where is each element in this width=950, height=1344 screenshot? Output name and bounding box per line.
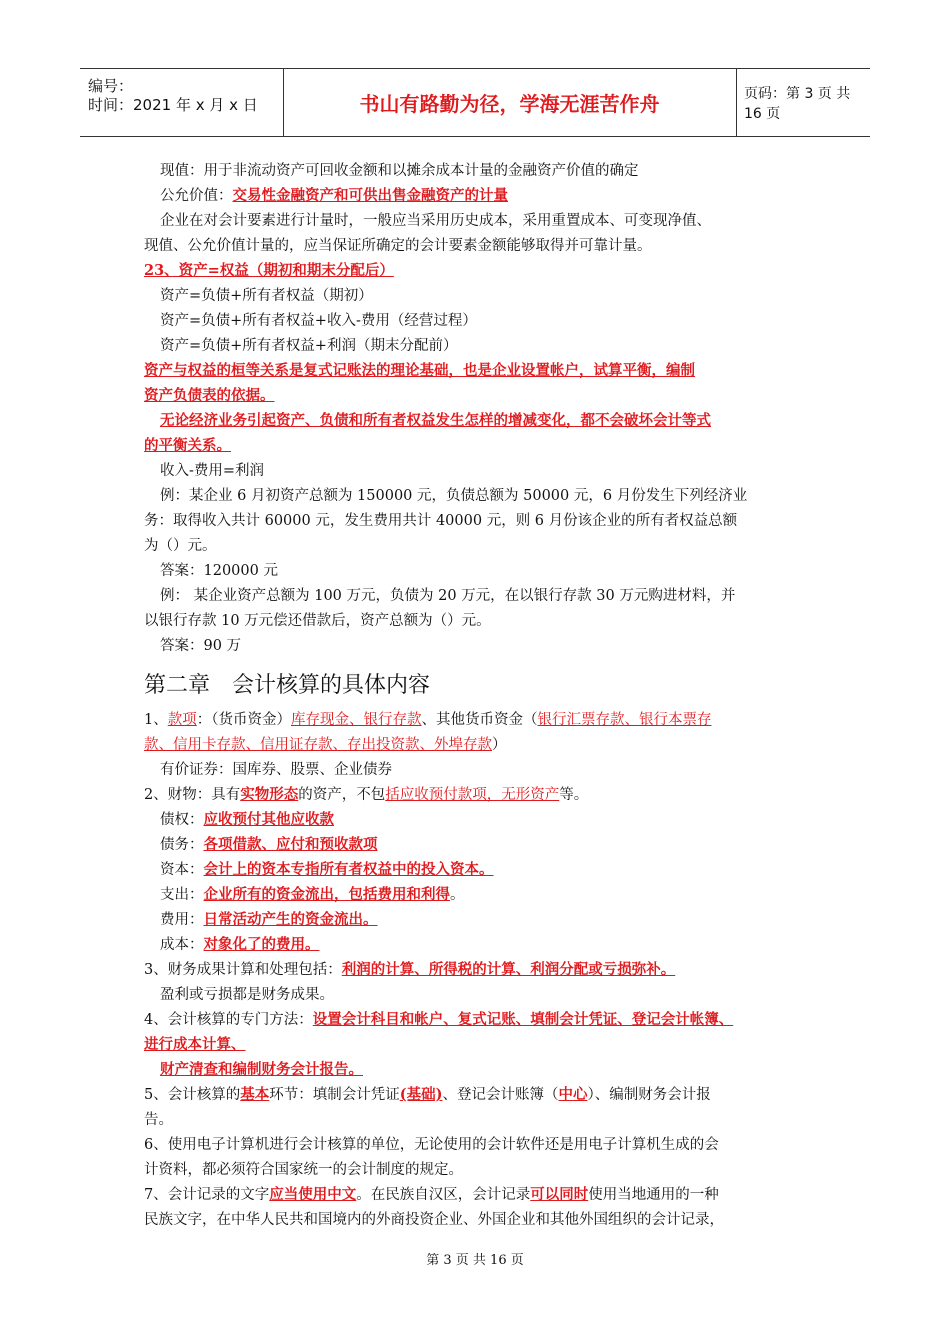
formula-line: 资产=负债+所有者权益+收入-费用（经营过程） xyxy=(160,313,477,329)
emphasis-line: 资产负债表的依据。 xyxy=(144,387,275,404)
text-line: 成本：对象化了的费用。 xyxy=(160,936,320,953)
text-line: 支出：企业所有的资金流出，包括费用和利得。 xyxy=(160,886,465,903)
text-line: 公允价值：交易性金融资产和可供出售金融资产的计量 xyxy=(160,187,508,204)
text-line: 款、信用卡存款、信用证存款、存出投资款、外埠存款） xyxy=(144,737,507,753)
text-line: 债务：各项借款、应付和预收款项 xyxy=(160,836,378,853)
text-line: 4、会计核算的专门方法：设置会计科目和帐户、复式记账、填制会计凭证、登记会计帐簿、 xyxy=(144,1011,734,1028)
text-line: 2、财物：具有实物形态的资产，不包括应收预付款项，无形资产等。 xyxy=(144,786,589,803)
text-line: 为（）元。 xyxy=(144,538,217,554)
emphasis-line: 无论经济业务引起资产、负债和所有者权益发生怎样的增减变化，都不会破坏会计等式 xyxy=(160,412,711,429)
formula-line: 资产=负债+所有者权益（期初） xyxy=(160,288,373,304)
answer-line: 答案：120000 元 xyxy=(160,563,278,579)
answer-line: 答案：90 万 xyxy=(160,638,242,654)
text-line: 以银行存款 10 万元偿还借款后，资产总额为（）元。 xyxy=(144,613,491,629)
text-line: 有价证券：国库券、股票、企业债券 xyxy=(160,762,392,778)
text-line: 现值、公允价值计量的，应当保证所确定的会计要素金额能够取得并可靠计量。 xyxy=(144,238,652,254)
text-line: 费用：日常活动产生的资金流出。 xyxy=(160,911,378,928)
section-heading: 23、资产=权益（期初和期末分配后） xyxy=(144,262,394,279)
formula-line: 收入-费用=利润 xyxy=(160,463,265,479)
text-line: 例： 某企业资产总额为 100 万元，负债为 20 万元，在以银行存款 30 万元购进材料，并 xyxy=(160,588,736,604)
emphasis-line: 财产清查和编制财务会计报告。 xyxy=(160,1061,363,1078)
motto: 书山有路勤为径，学海无涯苦作舟 xyxy=(283,69,737,136)
text-line: 6、使用电子计算机进行会计核算的单位，无论使用的会计软件还是用电子计算机生成的会 xyxy=(144,1137,719,1153)
text-line: 企业在对会计要素进行计量时，一般应当采用历史成本，采用重置成本、可变现净值、 xyxy=(160,213,711,229)
text-line: 盈利或亏损都是财务成果。 xyxy=(160,987,334,1003)
formula-line: 资产=负债+所有者权益+利润（期末分配前） xyxy=(160,338,458,354)
text-line: 7、会计记录的文字应当使用中文。在民族自汉区，会计记录可以同时使用当地通用的一种 xyxy=(144,1186,719,1203)
text-line: 债权：应收预付其他应收款 xyxy=(160,811,334,828)
text-line: 告。 xyxy=(144,1112,173,1128)
emphasis-line: 进行成本计算、 xyxy=(144,1036,246,1053)
text-line: 资本：会计上的资本专指所有者权益中的投入资本。 xyxy=(160,861,494,878)
page-header xyxy=(80,68,870,137)
emphasis-line: 的平衡关系。 xyxy=(144,437,231,454)
header-meta-cell xyxy=(80,69,284,136)
date-label: 时间：2021 年 x 月 x 日 xyxy=(88,96,258,114)
text-line: 5、会计核算的基本环节：填制会计凭证(基础)、登记会计账簿（中心）、编制财务会计报 xyxy=(144,1086,711,1103)
chapter-title: 第二章 会计核算的具体内容 xyxy=(144,673,431,698)
page-footer: 第 3 页 共 16 页 xyxy=(426,1253,524,1268)
number-label: 编号： xyxy=(88,77,134,95)
text-line: 民族文字，在中华人民共和国境内的外商投资企业、外国企业和其他外国组织的会计记录， xyxy=(144,1212,724,1228)
emphasis-line: 资产与权益的桓等关系是复式记账法的理论基础，也是企业设置帐户，试算平衡，编制 xyxy=(144,362,695,379)
text-line: 务：取得收入共计 60000 元，发生费用共计 40000 元，则 6 月份该企业的所有者权益总额 xyxy=(144,513,738,529)
text-line: 例：某企业 6 月初资产总额为 150000 元，负债总额为 50000 元，6 月份发生下列经济业 xyxy=(160,488,748,504)
text-line: 3、财务成果计算和处理包括：利润的计算、所得税的计算、利润分配或亏损弥补。 xyxy=(144,961,676,978)
text-line: 1、款项：（货币资金）库存现金、银行存款、其他货币资金（银行汇票存款、银行本票存 xyxy=(144,712,712,728)
text-line: 计资料，都必须符合国家统一的会计制度的规定。 xyxy=(144,1162,463,1178)
text-line: 现值：用于非流动资产可回收金额和以摊余成本计量的金融资产价值的确定 xyxy=(160,163,639,179)
page-number-label: 页码：第 3 页 共 16 页 xyxy=(744,85,851,122)
